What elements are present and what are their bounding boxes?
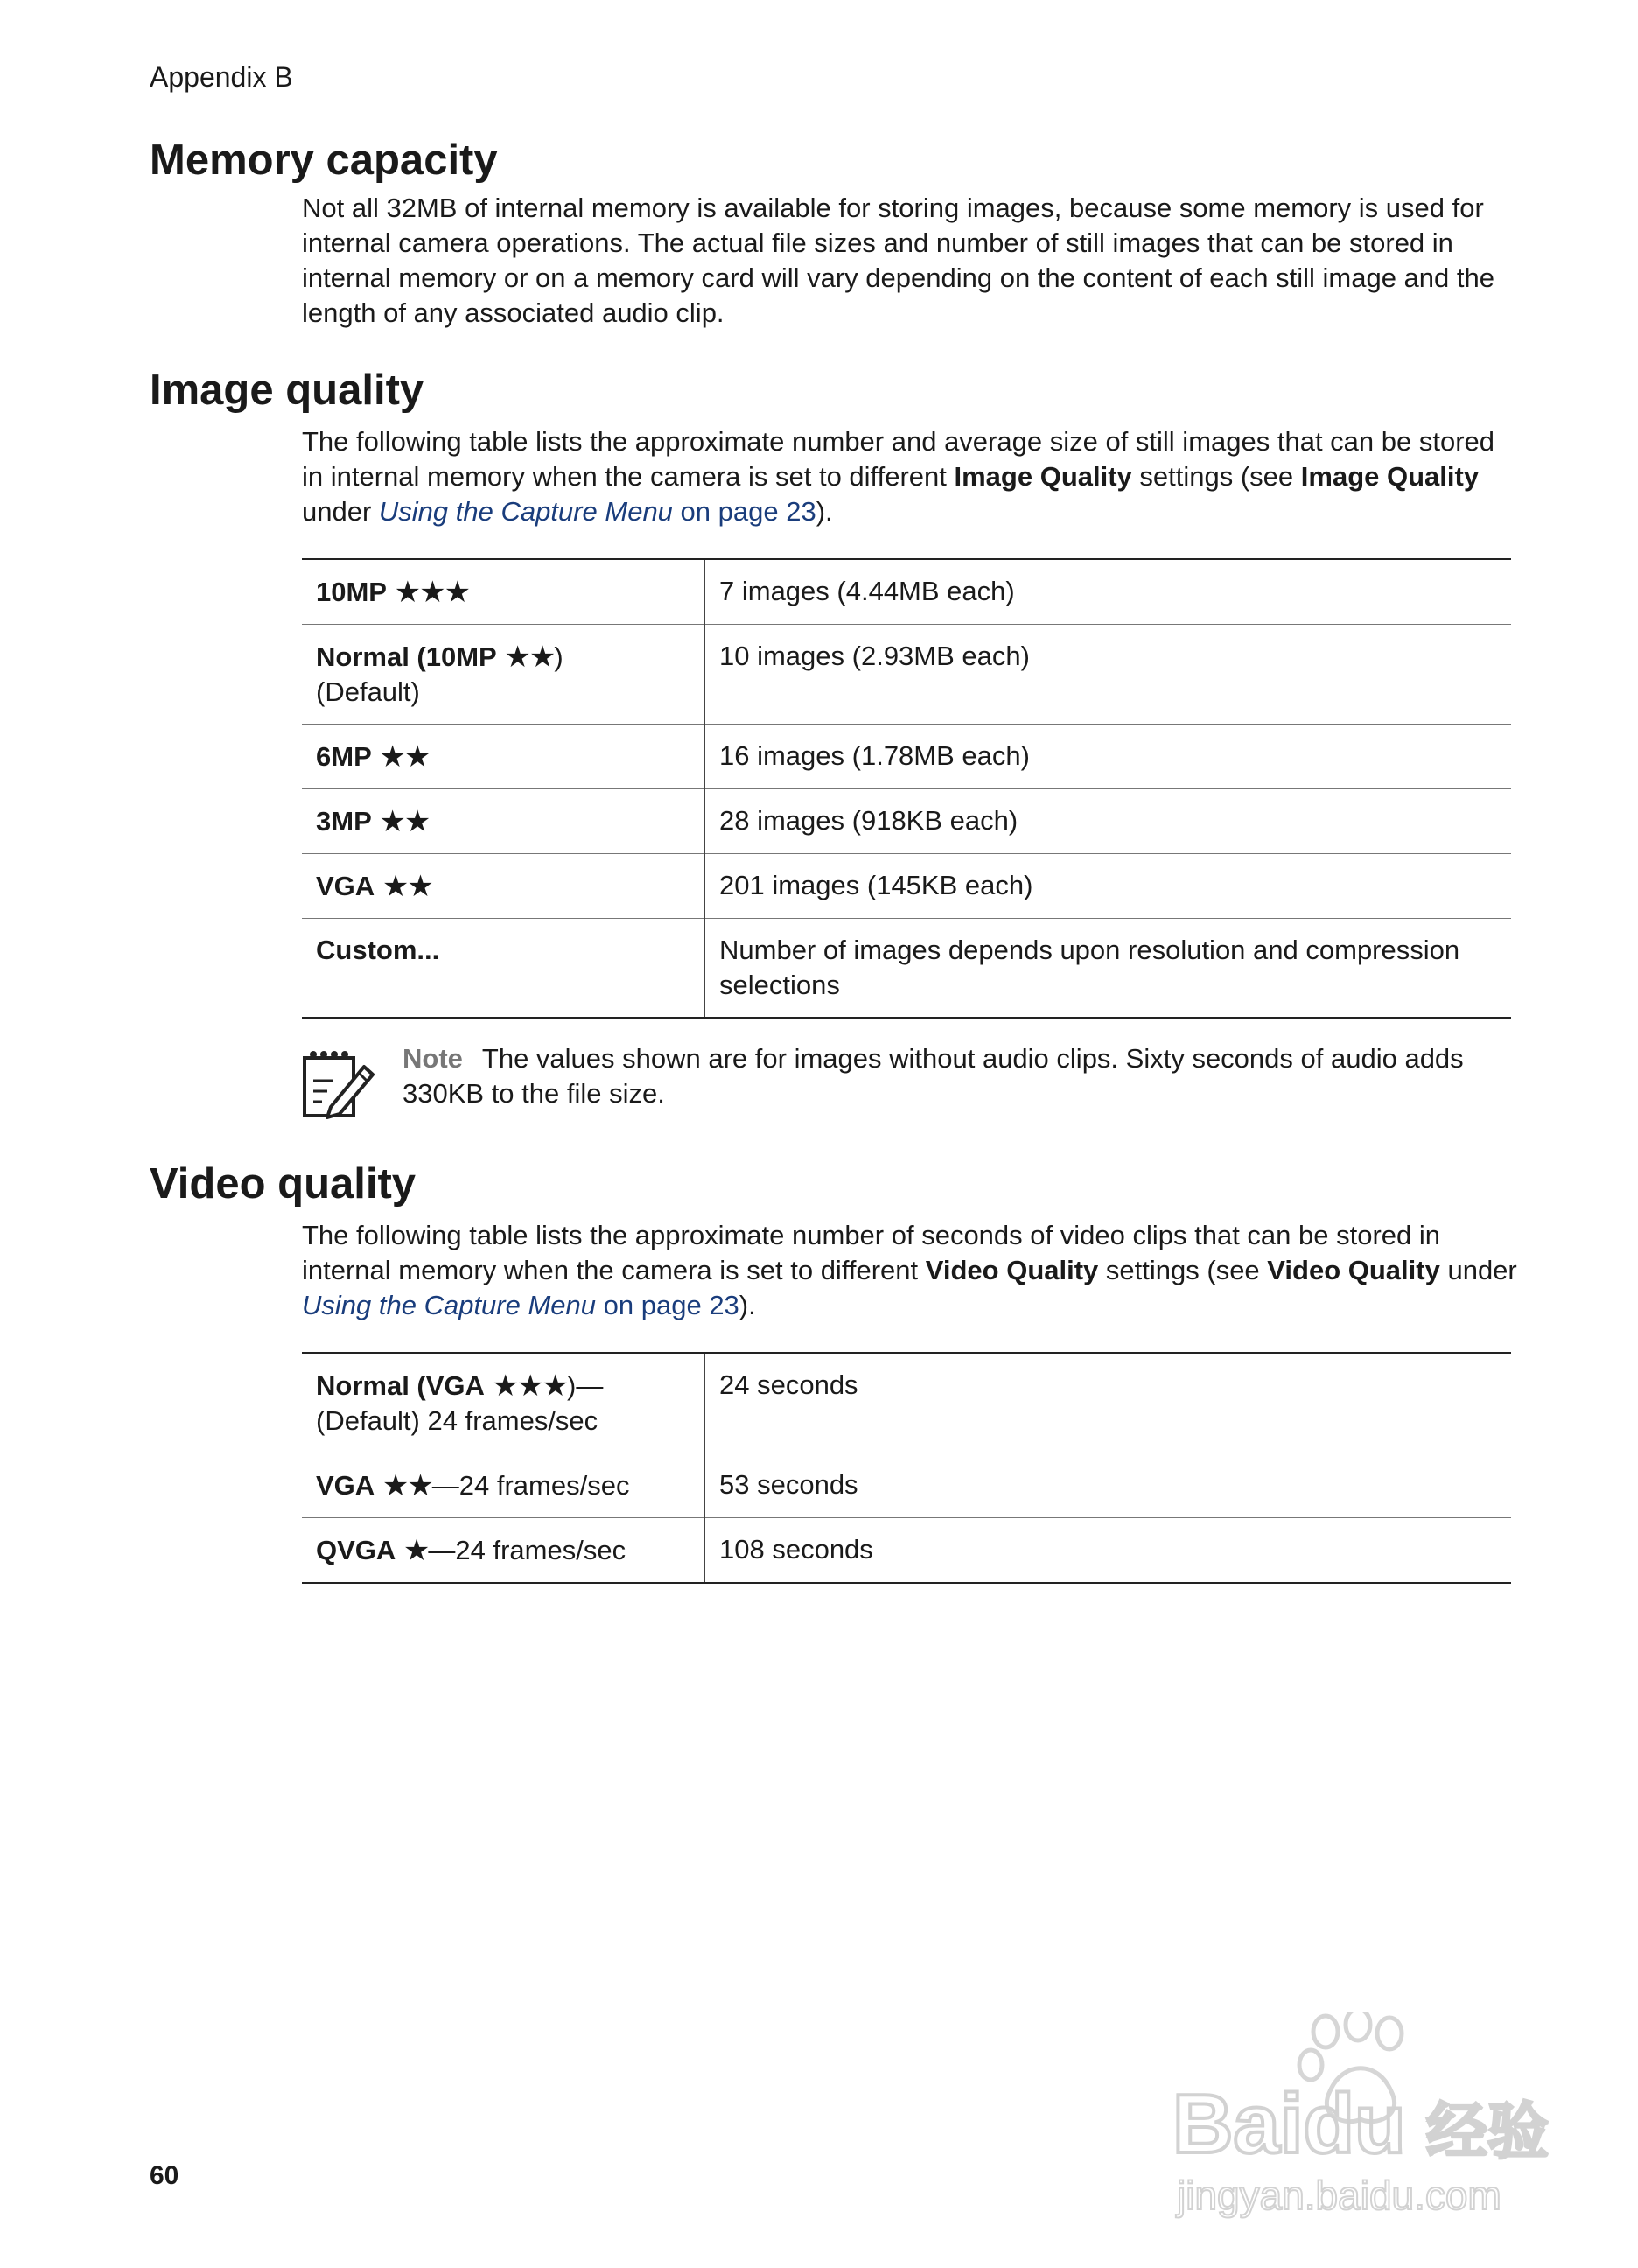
note — [402, 1041, 1522, 1111]
setting-suffix: ) — [554, 641, 564, 672]
setting-cell — [302, 919, 705, 1018]
video-quality-intro — [302, 1218, 1518, 1323]
intro-text: under — [1439, 1255, 1517, 1285]
note-text: The values shown are for images without audio clips. Sixty seconds of audio adds 330KB to the file size. — [402, 1043, 1464, 1109]
setting-suffix: )— — [567, 1370, 604, 1401]
setting-name: Normal (10MP — [316, 641, 497, 672]
section-heading-image-quality: Image quality — [150, 367, 424, 414]
baidu-paw-logo — [1155, 2012, 1549, 2222]
intro-text: settings (see — [1098, 1255, 1268, 1285]
note-pencil-icon — [301, 1046, 376, 1121]
table-row — [302, 559, 1511, 625]
intro-bold: Image Quality — [954, 461, 1132, 492]
intro-text: The following table lists the approximate number of seconds of video clips that can be stored in internal memory when the camera is set to different — [302, 1220, 1441, 1285]
setting-cell — [302, 1453, 705, 1518]
table-row — [302, 724, 1511, 789]
setting-note: (Default) 24 frames/sec — [316, 1405, 598, 1436]
section-heading-video-quality: Video quality — [150, 1160, 416, 1208]
watermark-cn: 经验 — [1426, 2096, 1549, 2167]
value-cell: 10 images (2.93MB each) — [705, 625, 1512, 724]
setting-cell — [302, 789, 705, 854]
intro-bold: Image Quality — [1300, 461, 1480, 492]
setting-name: QVGA — [316, 1535, 396, 1565]
setting-cell — [302, 1518, 705, 1584]
setting-name: Custom... — [316, 934, 440, 965]
intro-text: ). — [816, 496, 833, 527]
capture-menu-link[interactable] — [302, 1290, 739, 1320]
link-page[interactable]: on page 23 — [672, 496, 816, 527]
page-number: 60 — [150, 2161, 179, 2190]
value-cell: 24 seconds — [719, 1369, 858, 1400]
setting-cell — [302, 559, 705, 625]
setting-name: 3MP — [316, 806, 372, 836]
image-quality-table — [302, 558, 1511, 1018]
value-cell: 108 seconds — [705, 1518, 1512, 1584]
setting-cell — [302, 1353, 705, 1453]
intro-text: settings (see — [1131, 461, 1301, 492]
setting-name: Normal (VGA — [316, 1370, 485, 1401]
table-row — [302, 1453, 1511, 1518]
quality-stars-icon: ★★★ — [394, 576, 470, 609]
intro-bold: Video Quality — [925, 1255, 1099, 1285]
video-quality-table — [302, 1352, 1511, 1584]
setting-name: VGA — [316, 1470, 375, 1501]
setting-cell — [302, 625, 705, 724]
note-label: Note — [402, 1043, 463, 1074]
intro-text: ). — [738, 1290, 756, 1320]
link-title[interactable]: Using the Capture Menu — [302, 1290, 597, 1320]
setting-name: VGA — [316, 871, 375, 901]
watermark-brand: Baidu — [1172, 2077, 1406, 2171]
intro-bold: Video Quality — [1267, 1255, 1440, 1285]
table-row — [302, 919, 1511, 1018]
link-page[interactable]: on page 23 — [596, 1290, 739, 1320]
quality-stars-icon: ★★ — [379, 805, 430, 838]
value-cell: 16 images (1.78MB each) — [705, 724, 1512, 789]
quality-stars-icon: ★★ — [382, 1469, 432, 1502]
value-cell: 7 images (4.44MB each) — [719, 576, 1015, 606]
quality-stars-icon: ★ — [402, 1534, 429, 1567]
value-cell: Number of images depends upon resolution and compression selections — [705, 919, 1512, 1018]
watermark-url: jingyan.baidu.com — [1177, 2173, 1502, 2218]
table-row — [302, 854, 1511, 919]
setting-cell — [302, 854, 705, 919]
value-cell: 28 images (918KB each) — [705, 789, 1512, 854]
table-row — [302, 1353, 1511, 1453]
setting-name: 10MP — [316, 577, 387, 607]
image-quality-intro — [302, 424, 1518, 529]
running-head: Appendix B — [150, 61, 293, 93]
intro-text: under — [302, 496, 379, 527]
memory-paragraph: Not all 32MB of internal memory is available for storing images, because some memory is used for internal camera operations. The actual file sizes and number of still images that can be stored in internal memory or on a memory card will vary depending on the content of each still image and the length of any associated audio clip. — [302, 192, 1494, 328]
section-heading-memory: Memory capacity — [150, 136, 498, 184]
table-row — [302, 625, 1511, 724]
quality-stars-icon: ★★ — [379, 740, 430, 774]
setting-cell — [302, 724, 705, 789]
setting-suffix: —24 frames/sec — [428, 1535, 626, 1565]
table-row — [302, 1518, 1511, 1584]
value-cell: 201 images (145KB each) — [705, 854, 1512, 919]
setting-suffix: —24 frames/sec — [431, 1470, 630, 1501]
setting-name: 6MP — [316, 741, 372, 772]
intro-text: The following table lists the approximate number and average size of still images that can be stored in internal memory when the camera is set to different — [302, 426, 1495, 492]
table-row — [302, 789, 1511, 854]
quality-stars-icon: ★★★ — [492, 1369, 567, 1403]
quality-stars-icon: ★★ — [382, 870, 432, 903]
value-cell: 53 seconds — [705, 1453, 1512, 1518]
capture-menu-link[interactable] — [379, 496, 816, 527]
setting-note: (Default) — [316, 676, 420, 707]
quality-stars-icon: ★★ — [504, 640, 555, 674]
link-title[interactable]: Using the Capture Menu — [378, 496, 673, 527]
